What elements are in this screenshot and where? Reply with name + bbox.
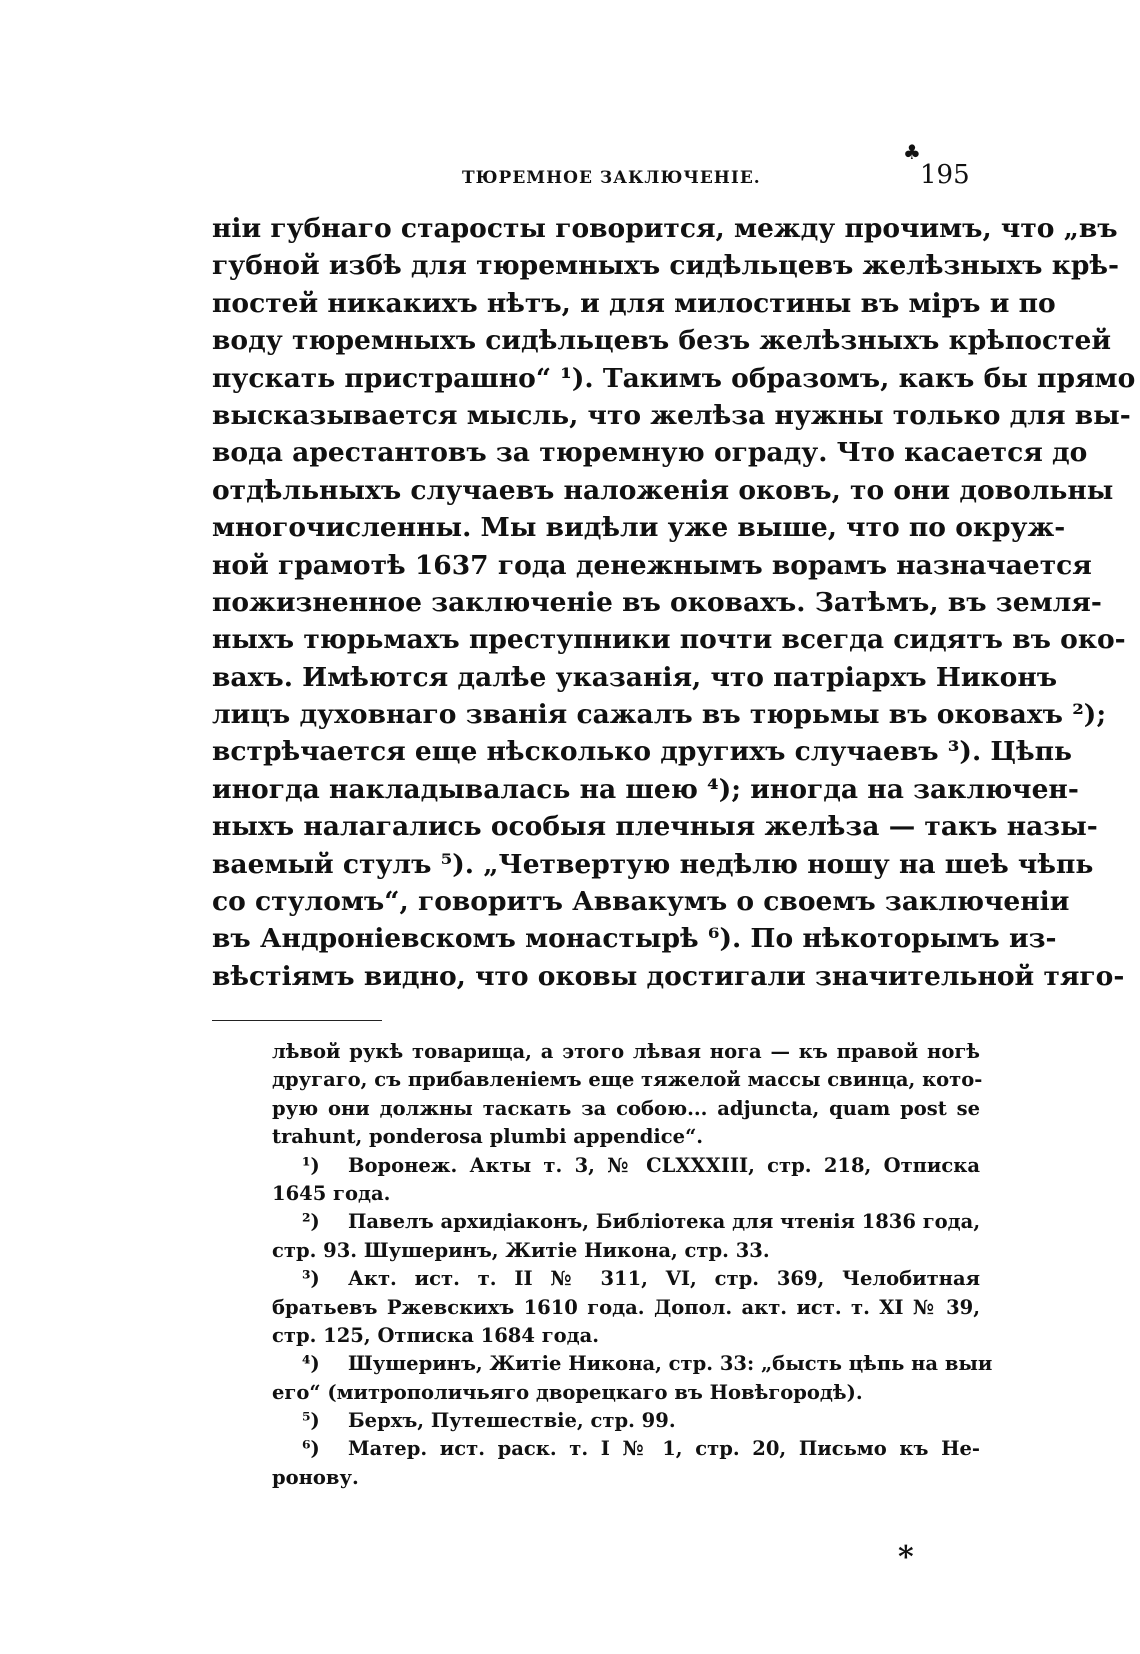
footnote-number: ¹) [302,1153,320,1177]
footnote-line: стр. 93. Шушеринъ, Житіе Никона, стр. 33. [272,1238,770,1262]
footnote-number: ³) [302,1267,320,1291]
text-line: ваемый стулъ ⁵). „Четвертую недѣлю ношу на шеѣ чѣпь [212,848,1094,880]
footnote-divider [212,1020,382,1021]
text-line: ной грамотѣ 1637 года денежнымъ ворамъ назначается [212,549,1092,581]
footnote-number: ⁵) [302,1409,320,1433]
text-line: ныхъ налагались особыя плечныя желѣза — такъ назы- [212,811,1098,843]
signature-mark: * [898,1540,914,1575]
running-head: ТЮРЕМНОЕ ЗАКЛЮЧЕНІЕ. [462,168,761,188]
footnote-number: ⁶) [302,1437,320,1461]
text-line: вода арестантовъ за тюремную ограду. Что касается до [212,437,1088,469]
footnote-continuation-line: другаго, съ прибавленіемъ еще тяжелой массы свинца, кото- [272,1068,983,1092]
footnote-text: Акт. ист. т. II № 311, VI, стр. 369, Челобитная [348,1267,980,1291]
text-line: встрѣчается еще нѣсколько другихъ случаевъ ³). Цѣпь [212,736,1073,768]
footnote-continuation-line: trahunt, ponderosa plumbi appendice“. [272,1125,704,1149]
text-line: ніи губнаго старосты говорится, между прочимъ, что „въ [212,213,1118,244]
text-line: со стуломъ“, говоритъ Аввакумъ о своемъ заключеніи [212,886,1070,918]
text-line: пускать пристрашно“ ¹). Такимъ образомъ, какъ бы прямо [212,362,1136,394]
text-line: многочисленны. Мы видѣли уже выше, что по окруж- [212,512,1066,544]
footnote-text: Берхъ, Путешествіе, стр. 99. [348,1409,676,1433]
footnote-line: стр. 125, Отписка 1684 года. [272,1323,600,1347]
footnote-text: Матер. ист. раск. т. I № 1, стр. 20, Письмо къ Не- [348,1437,980,1461]
printer-mark: ♣ [903,140,921,164]
text-line: губной избѣ для тюремныхъ сидѣльцевъ желѣзныхъ крѣ- [212,250,1120,282]
text-line: иногда накладывалась на шею ⁴); иногда на заключен- [212,773,1079,805]
footnote-text: Воронеж. Акты т. 3, № CLXXXIII, стр. 218, Отписка [348,1153,980,1177]
footnote-line: его“ (митрополичьяго дворецкаго въ Новѣгородѣ). [272,1380,863,1404]
footnote-line [302,1350,993,1378]
footnote-continuation-line: лѣвой рукѣ товарища, а этого лѣвая нога — къ правой ногѣ [272,1040,980,1063]
footnote-text: Павелъ архидіаконъ, Библіотека для чтенія 1836 года, [348,1210,981,1234]
page-number: 195 [920,160,970,190]
main-text [212,210,1136,995]
footnote-line [302,1407,980,1435]
footnote-number: ⁴) [302,1352,320,1376]
footnote-number: ²) [302,1210,320,1234]
text-line: вахъ. Имѣются далѣе указанія, что патріархъ Никонъ [212,661,1058,693]
footnote-line [302,1208,980,1236]
text-line: отдѣльныхъ случаевъ наложенія оковъ, то они довольны [212,474,1114,506]
footnote-continuation-line: рую они должны таскать за собою... adjuncta, quam post se [272,1096,980,1120]
text-line: лицъ духовнаго званія сажалъ въ тюрьмы въ оковахъ ²); [212,699,1107,731]
footnote-line [302,1265,980,1293]
text-line: воду тюремныхъ сидѣльцевъ безъ желѣзныхъ крѣпостей [212,325,1112,357]
text-line: вѣстіямъ видно, что оковы достигали значительной тяго- [212,960,1125,992]
text-line: пожизненное заключеніе въ оковахъ. Затѣмъ, въ земля- [212,586,1102,618]
footnote-line [302,1152,980,1180]
footnotes [272,1038,993,1492]
footnote-line: 1645 года. [272,1181,391,1205]
footnote-line: братьевъ Ржевскихъ 1610 года. Допол. акт. ист. т. XI № 39, [272,1295,980,1319]
text-line: высказывается мысль, что желѣза нужны только для вы- [212,399,1131,431]
text-line: ныхъ тюрьмахъ преступники почти всегда сидятъ въ око- [212,624,1126,656]
footnote-line: ронову. [272,1465,359,1489]
footnote-line [302,1435,980,1463]
text-line: въ Андроніевскомъ монастырѣ ⁶). По нѣкоторымъ из- [212,923,1057,955]
footnote-text: Шушеринъ, Житіе Никона, стр. 33: „бысть цѣпь на выи [348,1352,993,1376]
text-line: постей никакихъ нѣтъ, и для милостины въ міръ и по [212,287,1056,319]
